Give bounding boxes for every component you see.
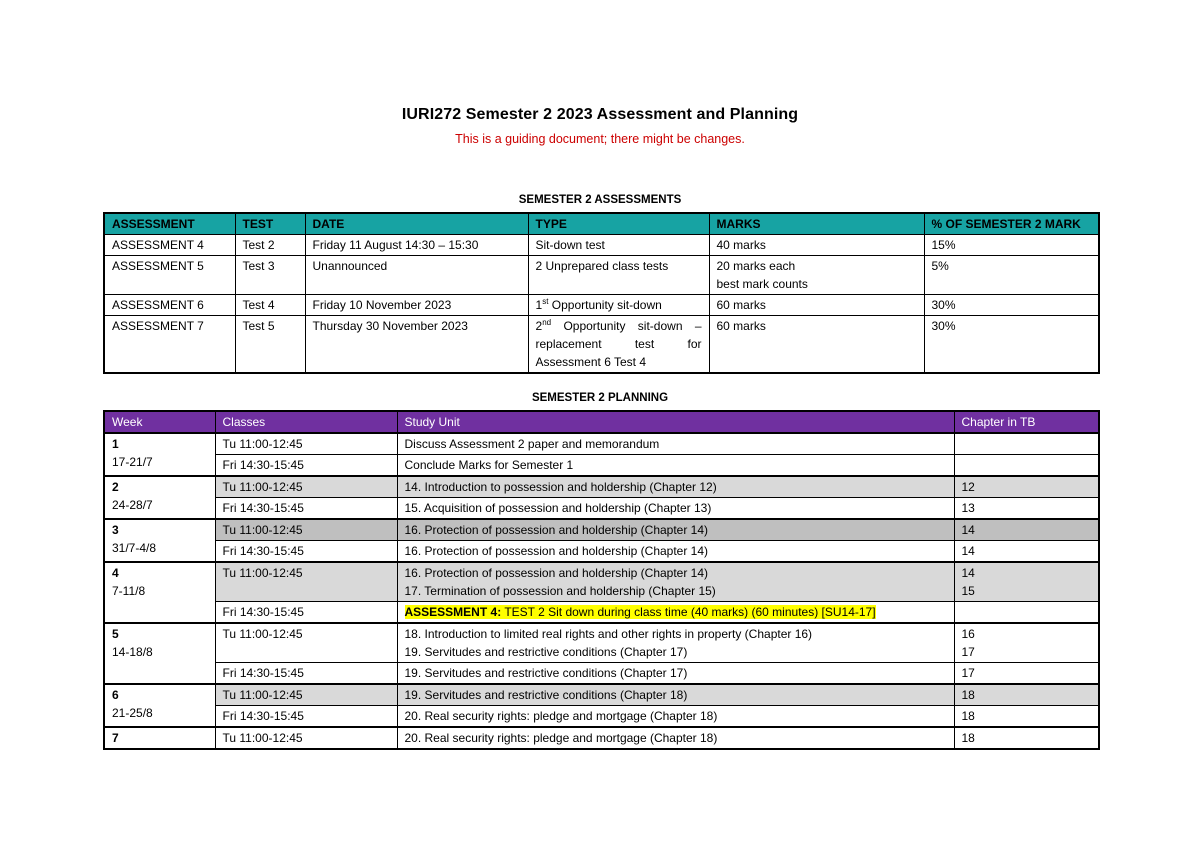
table-row bbox=[104, 455, 1099, 477]
table-row bbox=[104, 684, 1099, 706]
table-row bbox=[104, 706, 1099, 728]
study-unit-cell bbox=[397, 602, 954, 624]
week-number: 2 bbox=[112, 480, 119, 494]
week-dates: 14-18/8 bbox=[112, 645, 153, 659]
chapter-cell bbox=[954, 562, 1099, 602]
assessments-heading: SEMESTER 2 ASSESSMENTS bbox=[518, 194, 682, 206]
week-cell bbox=[104, 519, 215, 562]
table-row bbox=[104, 602, 1099, 624]
study-unit-line: 17. Termination of possession and holdership (Chapter 15) bbox=[404, 584, 716, 598]
week-cell bbox=[104, 623, 215, 684]
document-title: IURI272 Semester 2 2023 Assessment and Planning bbox=[401, 106, 799, 123]
date-cell: Unannounced bbox=[305, 256, 528, 295]
type-cell: Sit-down test bbox=[528, 235, 709, 256]
study-unit-line: 19. Servitudes and restrictive conditions (Chapter 17) bbox=[404, 645, 688, 659]
marks-cell: 60 marks bbox=[709, 316, 924, 374]
study-unit-cell: 19. Servitudes and restrictive conditions (Chapter 17) bbox=[397, 663, 954, 685]
week-number: 3 bbox=[112, 523, 119, 537]
study-unit-cell: 20. Real security rights: pledge and mortgage (Chapter 18) bbox=[397, 706, 954, 728]
document-subtitle: This is a guiding document; there might be changes. bbox=[455, 132, 745, 146]
study-unit-cell: 19. Servitudes and restrictive conditions (Chapter 18) bbox=[397, 684, 954, 706]
ordinal-number: 1 bbox=[535, 298, 543, 312]
column-header: Study Unit bbox=[397, 411, 954, 433]
study-unit-cell bbox=[397, 562, 954, 602]
class-cell: Tu 11:00-12:45 bbox=[215, 433, 397, 455]
table-row bbox=[104, 623, 1099, 663]
study-unit-cell: 14. Introduction to possession and holdership (Chapter 12) bbox=[397, 476, 954, 498]
table-row bbox=[104, 476, 1099, 498]
chapter-cell: 13 bbox=[954, 498, 1099, 520]
table-row bbox=[104, 295, 1099, 316]
chapter-cell: 14 bbox=[954, 541, 1099, 563]
column-header: % OF SEMESTER 2 MARK bbox=[924, 213, 1099, 235]
week-cell bbox=[104, 562, 215, 623]
table-row bbox=[104, 235, 1099, 256]
column-header: Chapter in TB bbox=[954, 411, 1099, 433]
class-cell: Fri 14:30-15:45 bbox=[215, 541, 397, 563]
class-cell: Fri 14:30-15:45 bbox=[215, 498, 397, 520]
week-number: 7 bbox=[112, 731, 119, 745]
marks-cell: 40 marks bbox=[709, 235, 924, 256]
table-row bbox=[104, 663, 1099, 685]
study-unit-line: 16. Protection of possession and holdership (Chapter 14) bbox=[404, 566, 709, 580]
week-number: 6 bbox=[112, 688, 119, 702]
class-cell: Tu 11:00-12:45 bbox=[215, 684, 397, 706]
table-row bbox=[104, 256, 1099, 295]
column-header: MARKS bbox=[709, 213, 924, 235]
planning-table bbox=[103, 410, 1100, 750]
assessment-cell: ASSESSMENT 7 bbox=[104, 316, 235, 374]
week-dates: 21-25/8 bbox=[112, 706, 153, 720]
study-unit-line: 18. Introduction to limited real rights and other rights in property (Chapter 16) bbox=[404, 627, 813, 641]
column-header: TYPE bbox=[528, 213, 709, 235]
table-row bbox=[104, 519, 1099, 541]
date-cell: Friday 11 August 14:30 – 15:30 bbox=[305, 235, 528, 256]
chapter-cell bbox=[954, 602, 1099, 624]
week-number: 1 bbox=[112, 437, 119, 451]
type-text: Opportunity sit-down bbox=[551, 298, 662, 312]
week-dates: 24-28/7 bbox=[112, 498, 153, 512]
assessment-text: TEST 2 Sit down during class time (40 marks) (60 minutes) [SU14-17] bbox=[504, 605, 876, 619]
marks-line: best mark counts bbox=[716, 277, 808, 291]
date-cell: Thursday 30 November 2023 bbox=[305, 316, 528, 374]
chapter-cell bbox=[954, 433, 1099, 455]
marks-line: 20 marks each bbox=[716, 259, 796, 273]
week-cell bbox=[104, 684, 215, 727]
ordinal-number: 2 bbox=[535, 319, 543, 333]
study-unit-cell: Conclude Marks for Semester 1 bbox=[397, 455, 954, 477]
study-unit-cell: 16. Protection of possession and holdership (Chapter 14) bbox=[397, 541, 954, 563]
test-cell: Test 4 bbox=[235, 295, 305, 316]
study-unit-cell: 15. Acquisition of possession and holdership (Chapter 13) bbox=[397, 498, 954, 520]
table-row bbox=[104, 562, 1099, 602]
week-cell bbox=[104, 433, 215, 476]
planning-heading: SEMESTER 2 PLANNING bbox=[531, 392, 669, 404]
assessments-table bbox=[103, 212, 1100, 374]
class-cell: Fri 14:30-15:45 bbox=[215, 455, 397, 477]
assessment-highlight bbox=[405, 605, 876, 619]
percent-cell: 30% bbox=[924, 316, 1099, 374]
week-cell bbox=[104, 727, 215, 749]
column-header: ASSESSMENT bbox=[104, 213, 235, 235]
date-cell: Friday 10 November 2023 bbox=[305, 295, 528, 316]
week-dates: 17-21/7 bbox=[112, 455, 153, 469]
table-row bbox=[104, 498, 1099, 520]
class-cell: Tu 11:00-12:45 bbox=[215, 519, 397, 541]
class-cell: Fri 14:30-15:45 bbox=[215, 602, 397, 624]
test-cell: Test 3 bbox=[235, 256, 305, 295]
chapter-cell: 12 bbox=[954, 476, 1099, 498]
table-row bbox=[104, 316, 1099, 374]
type-cell: 2 Unprepared class tests bbox=[528, 256, 709, 295]
week-number: 4 bbox=[112, 566, 119, 580]
chapter-cell: 18 bbox=[954, 684, 1099, 706]
type-cell bbox=[528, 316, 709, 374]
percent-cell: 15% bbox=[924, 235, 1099, 256]
column-header: Week bbox=[104, 411, 215, 433]
chapter-cell: 18 bbox=[954, 727, 1099, 749]
percent-cell: 5% bbox=[924, 256, 1099, 295]
class-cell: Tu 11:00-12:45 bbox=[215, 562, 397, 602]
assessment-cell: ASSESSMENT 5 bbox=[104, 256, 235, 295]
percent-cell: 30% bbox=[924, 295, 1099, 316]
table-row bbox=[104, 433, 1099, 455]
column-header: Classes bbox=[215, 411, 397, 433]
chapter-line: 16 bbox=[961, 627, 975, 641]
test-cell: Test 5 bbox=[235, 316, 305, 374]
table-row bbox=[104, 727, 1099, 749]
study-unit-cell: Discuss Assessment 2 paper and memorandum bbox=[397, 433, 954, 455]
ordinal-suffix: nd bbox=[542, 318, 552, 327]
marks-cell: 60 marks bbox=[709, 295, 924, 316]
class-cell: Tu 11:00-12:45 bbox=[215, 623, 397, 663]
week-cell bbox=[104, 476, 215, 519]
week-number: 5 bbox=[112, 627, 119, 641]
class-cell: Fri 14:30-15:45 bbox=[215, 663, 397, 685]
assessment-label: ASSESSMENT 4: bbox=[404, 605, 502, 619]
assessment-cell: ASSESSMENT 6 bbox=[104, 295, 235, 316]
study-unit-cell: 20. Real security rights: pledge and mortgage (Chapter 18) bbox=[397, 727, 954, 749]
ordinal-suffix: st bbox=[542, 297, 549, 306]
column-header: TEST bbox=[235, 213, 305, 235]
class-cell: Tu 11:00-12:45 bbox=[215, 727, 397, 749]
type-text: Opportunity sit-down – replacement test for Assessment 6 Test 4 bbox=[535, 319, 702, 369]
chapter-line: 17 bbox=[961, 645, 975, 659]
column-header: DATE bbox=[305, 213, 528, 235]
type-cell bbox=[528, 295, 709, 316]
assessments-header-row bbox=[104, 213, 1099, 235]
study-unit-cell: 16. Protection of possession and holdership (Chapter 14) bbox=[397, 519, 954, 541]
planning-header-row bbox=[104, 411, 1099, 433]
chapter-line: 14 bbox=[961, 566, 975, 580]
chapter-line: 15 bbox=[961, 584, 975, 598]
chapter-cell bbox=[954, 623, 1099, 663]
class-cell: Fri 14:30-15:45 bbox=[215, 706, 397, 728]
table-row bbox=[104, 541, 1099, 563]
week-dates: 31/7-4/8 bbox=[112, 541, 157, 555]
assessment-cell: ASSESSMENT 4 bbox=[104, 235, 235, 256]
study-unit-cell bbox=[397, 623, 954, 663]
marks-cell bbox=[709, 256, 924, 295]
test-cell: Test 2 bbox=[235, 235, 305, 256]
class-cell: Tu 11:00-12:45 bbox=[215, 476, 397, 498]
chapter-cell: 14 bbox=[954, 519, 1099, 541]
week-dates: 7-11/8 bbox=[112, 584, 146, 598]
chapter-cell: 18 bbox=[954, 706, 1099, 728]
chapter-cell: 17 bbox=[954, 663, 1099, 685]
chapter-cell bbox=[954, 455, 1099, 477]
